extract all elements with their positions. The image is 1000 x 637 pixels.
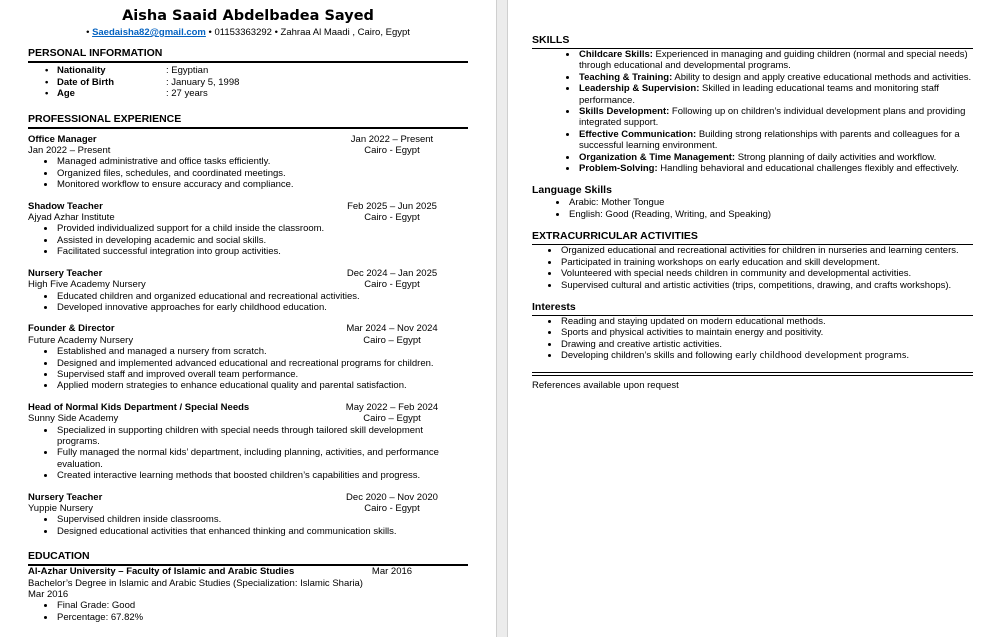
skill-name: Teaching & Training: [579,71,673,83]
language-list [532,197,973,220]
skill-description: Skilled in leading educational teams and monitoring staff performance. [579,83,939,106]
job-bullet-list [28,291,468,314]
job-dates: Dec 2020 – Nov 2020 [346,491,438,503]
experience-entry [28,323,468,391]
phone-number: 01153363292 [214,27,272,38]
experience-entry [28,402,468,482]
skill-name: Effective Communication: [579,128,697,140]
job-bullet: • Fully managed the normal kids’ department, including planning, activities, and performance evaluation. [56,447,468,470]
personal-info-list [28,65,468,99]
experience-entry-header [28,201,468,224]
interests-list [532,316,973,363]
job-bullet: • Monitored workflow to ensure accuracy and compliance. [56,179,468,190]
skill-item [578,152,973,163]
language-item: • Arabic: Mother Tongue [568,197,973,208]
job-dates: Jan 2022 – Present [350,133,434,145]
job-bullet: • Established and managed a nursery from scratch. [56,346,468,357]
job-location: Cairo - Egypt [364,212,420,224]
experience-entry-header [28,268,468,291]
job-location: Cairo - Egypt [364,279,420,291]
job-subtitle: Yuppie Nursery [28,503,93,514]
job-bullet: • Managed administrative and office tasks efficiently. [56,156,468,167]
job-dates: Dec 2024 – Jan 2025 [346,267,438,279]
info-value: : 27 years [166,88,208,100]
info-value: : Egyptian [166,65,209,77]
job-dates: Mar 2024 – Nov 2024 [346,323,438,335]
experience-entry-header [28,134,468,157]
job-bullet: • Facilitated successful integration into group activities. [56,246,468,257]
language-item: • English: Good (Reading, Writing, and Speaking) [568,209,973,220]
resume-page-2 [507,0,1000,637]
resume-page-1 [0,0,497,637]
section-heading-education: EDUCATION [28,550,468,566]
extracurricular-item: • Volunteered with special needs children in community and developmental activities. [560,268,973,279]
extracurricular-item: • Organized educational and recreational activities for children in nurseries and learning centers. [560,245,973,256]
job-bullet: • Supervised children inside classrooms. [56,514,468,525]
interest-item: • Reading and staying updated on modern educational methods. [560,316,973,327]
job-bullet: • Educated children and organized educational and recreational activities. [56,291,468,302]
address: Zahraa Al Maadi , Cairo, Egypt [280,27,410,38]
section-heading-professional-experience: PROFESSIONAL EXPERIENCE [28,113,468,129]
skill-item [578,72,973,83]
contact-line [28,27,468,38]
references-divider [532,372,973,376]
job-bullet: • Organized files, schedules, and coordinated meetings. [56,168,468,179]
section-heading-skills: SKILLS [532,34,973,49]
job-title: Nursery Teacher [28,267,103,279]
interest-item: • Sports and physical activities to maintain energy and positivity. [560,327,973,338]
alt-font-segment: early childhood development programs. [735,351,910,362]
experience-entry [28,201,468,258]
interest-item: • Drawing and creative artistic activities. [560,339,973,350]
job-bullet-list [28,514,468,537]
job-bullet: • Supervised staff and improved overall team performance. [56,369,468,380]
education-bullet: • Percentage: 67.82% [56,612,468,623]
skill-item [578,106,973,129]
job-bullet-list [28,425,468,482]
extracurricular-list [532,245,973,291]
job-bullet: • Assisted in developing academic and social skills. [56,235,468,246]
experience-entry [28,492,468,538]
job-subtitle: Ajyad Azhar Institute [28,212,115,224]
education-degree: Bachelor’s Degree in Islamic and Arabic Studies (Specialization: Islamic Sharia) [28,577,363,589]
experience-entry-header [28,492,468,515]
education-bullet: • Final Grade: Good [56,600,468,611]
job-title: Nursery Teacher [28,491,103,503]
personal-info-row [28,77,468,88]
extracurricular-item: • Participated in training workshops on early education and skill development. [560,257,973,268]
bullet-separator: • [208,27,212,38]
job-dates: May 2022 – Feb 2024 [345,401,439,413]
candidate-name: Aisha Saaid Abdelbadea Sayed [122,8,374,24]
job-bullet: • Created interactive learning methods that boosted children’s capabilities and progress. [56,470,468,481]
education-date-line: Mar 2016 [28,589,69,601]
skill-description: Following up on children’s individual development plans and providing integrated support. [579,106,966,129]
bullet-separator: • [274,27,278,38]
education-entry-header [28,566,468,577]
skill-description: Handling behavioral and educational challenges flexibly and effectively. [657,163,959,175]
education-bullet-list [28,600,468,623]
job-bullet-list [28,346,468,392]
job-bullet: • Designed and implemented advanced educational and recreational programs for children. [56,358,468,369]
experience-entry [28,134,468,191]
email-link[interactable]: Saedaisha82@gmail.com [92,27,206,38]
job-subtitle: Future Academy Nursery [28,334,134,346]
job-title: Head of Normal Kids Department / Special Needs [28,401,250,413]
job-bullet-list [28,156,468,190]
education-date: Mar 2016 [371,566,413,578]
job-location: Cairo - Egypt [364,503,420,514]
skill-name: Skills Development: [579,106,670,118]
job-title: Founder & Director [28,323,115,335]
education-school: Al-Azhar University – Faculty of Islamic and Arabic Studies [28,566,295,578]
job-bullet: • Applied modern strategies to enhance educational quality and parental satisfaction. [56,380,468,391]
job-bullet: • Developed innovative approaches for early childhood education. [56,302,468,313]
bullet-separator: • [86,27,90,38]
info-label: • Age [57,88,75,100]
info-label: • Date of Birth [57,76,114,88]
job-location: Cairo – Egypt [363,334,421,346]
experience-entry-header [28,402,468,425]
skill-description: Ability to design and apply creative educational methods and activities. [672,71,972,83]
personal-info-row [28,65,468,76]
job-location: Cairo - Egypt [364,145,420,157]
skill-item [578,83,973,106]
skill-name: Childcare Skills: [579,49,653,60]
info-label: • Nationality [57,65,106,77]
job-title: Shadow Teacher [28,200,103,212]
job-subtitle: High Five Academy Nursery [28,279,146,291]
skill-name: Leadership & Supervision: [579,83,700,95]
skill-item [578,49,973,72]
job-dates: Feb 2025 – Jun 2025 [347,200,437,212]
skill-name: Organization & Time Management: [579,151,736,163]
experience-entry-header [28,323,468,346]
skills-list [532,49,973,174]
section-heading-personal-information: PERSONAL INFORMATION [28,47,468,63]
extracurricular-item: • Supervised cultural and artistic activities (trips, competitions, drawing, and crafts workshops). [560,280,973,291]
skill-description: Experienced in managing and guiding children (normal and special needs) through educational and developmental programs. [579,49,968,72]
skill-name: Problem-Solving: [579,163,658,175]
sub-heading-language-skills: Language Skills [532,184,612,197]
job-title: Office Manager [28,133,97,145]
section-heading-extracurricular: EXTRACURRICULAR ACTIVITIES [532,230,973,245]
job-subtitle: Sunny Side Academy [28,413,119,425]
experience-entry [28,268,468,314]
job-bullet-list [28,223,468,257]
interest-item: • Developing children’s skills and following early childhood development programs. [560,350,973,362]
info-value: : January 5, 1998 [166,76,240,88]
sub-heading-interests: Interests [532,301,973,316]
job-location: Cairo – Egypt [363,413,421,425]
job-bullet: • Provided individualized support for a child inside the classroom. [56,223,468,234]
job-bullet: • Designed educational activities that enhanced thinking and communication skills. [56,526,468,537]
references-note: References available upon request [532,379,679,391]
skill-description: Building strong relationships with parents and colleagues for a successful learning environment. [579,128,960,152]
job-subtitle: Jan 2022 – Present [28,145,111,157]
skill-description: Strong planning of daily activities and workflow. [735,151,937,163]
personal-info-row [28,88,468,99]
job-bullet: • Specialized in supporting children with special needs through tailored skill development programs. [56,425,468,448]
skill-item [578,163,973,174]
skill-item [578,129,973,152]
